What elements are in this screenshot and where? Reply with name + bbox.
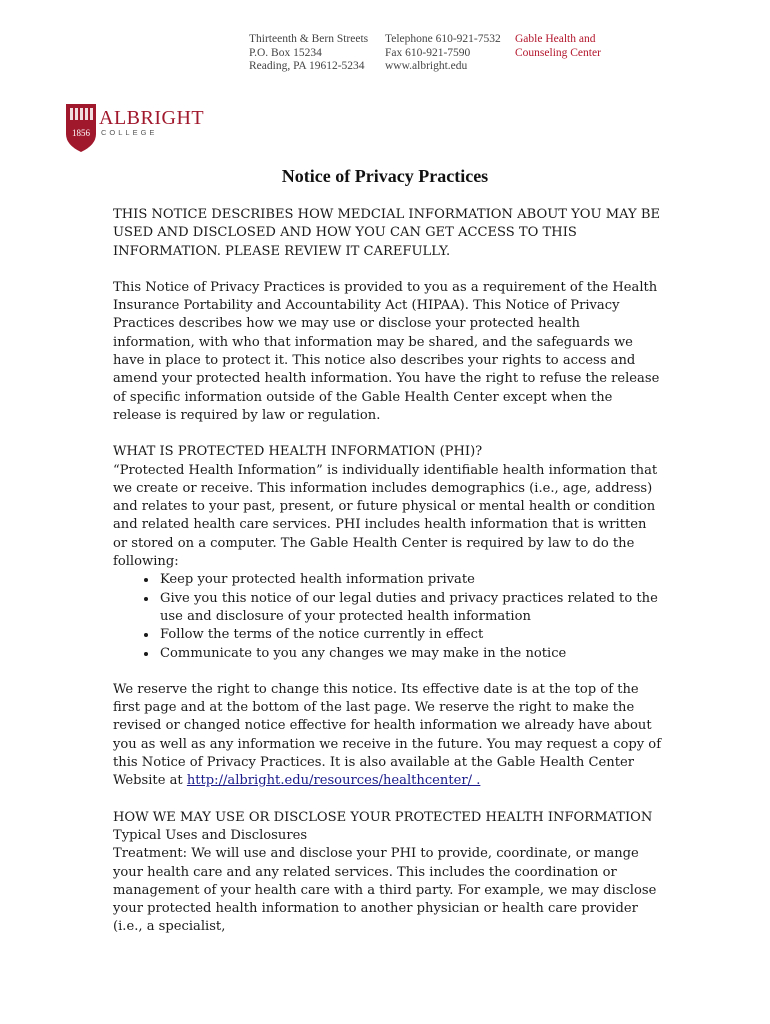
reserve-paragraph bbox=[113, 681, 663, 791]
website-line: www.albright.edu bbox=[385, 60, 468, 72]
fax-line: Fax 610-921-7590 bbox=[385, 46, 471, 59]
document-body bbox=[113, 206, 663, 937]
uses-subheading: Typical Uses and Disclosures bbox=[113, 827, 308, 843]
address-line: Thirteenth & Bern Streets bbox=[249, 33, 369, 45]
contact-block bbox=[385, 33, 501, 74]
list-item: • Keep your protected health information private bbox=[158, 571, 663, 589]
center-name-line: Counseling Center bbox=[515, 46, 601, 59]
treatment-paragraph: Treatment: We will use and disclose your PHI to provide, coordinate, or mange your health care and any related services. This includes the coordination or management of your health care with a third party. For example, we may disclose your protected health information to another physician or health care provider (i.e., a specialist, bbox=[113, 846, 657, 935]
address-line: Reading, PA 19612-5234 bbox=[249, 60, 365, 72]
phi-heading: WHAT IS PROTECTED HEALTH INFORMATION (PHI)? bbox=[113, 444, 483, 460]
list-item: • Give you this notice of our legal duties and privacy practices related to the use and disclosure of your protected health information bbox=[158, 590, 663, 627]
intro-notice: THIS NOTICE DESCRIBES HOW MEDCIAL INFORMATION ABOUT YOU MAY BE USED AND DISCLOSED AND HOW YOU CAN GET ACCESS TO THIS INFORMATION. PLEASE REVIEW IT CAREFULLY. bbox=[113, 207, 661, 259]
list-item: • Follow the terms of the notice currently in effect bbox=[158, 626, 663, 644]
logo-year: 1856 bbox=[72, 128, 90, 138]
phi-duties-list bbox=[113, 571, 663, 662]
reserve-text: We reserve the right to change this notice. Its effective date is at the top of the first page and at the bottom of the last page. We reserve the right to make the revised or changed notice effective for health information we already have about you as well as any information we receive in the future. You may request a copy of this Notice of Privacy Practices. It is also available at the Gable Health Center Website at bbox=[113, 681, 662, 789]
logo-subtitle: COLLEGE bbox=[101, 128, 158, 137]
health-center-website-link[interactable]: http://albright.edu/resources/healthcenter/ . bbox=[186, 773, 481, 789]
intro-paragraph: This Notice of Privacy Practices is provided to you as a requirement of the Health Insurance Portability and Accountability Act (HIPAA). This Notice of Privacy Practices describes how we may use or disclose your protected health information, with who that information may be shared, and the safeguards we have in place to protect it. This notice also describes your rights to access and amend your protected health information. You have the right to refuse the release of specific information outside of the Gable Health Center except when the release is required by law or regulation. bbox=[113, 279, 660, 423]
center-name-line: Gable Health and bbox=[515, 33, 596, 45]
logo-name: ALBRIGHT bbox=[99, 107, 205, 129]
uses-heading: HOW WE MAY USE OR DISCLOSE YOUR PROTECTED HEALTH INFORMATION bbox=[113, 809, 653, 825]
albright-college-logo bbox=[64, 102, 214, 154]
phi-paragraph: “Protected Health Information” is individually identifiable health information that we create or receive. This information includes demographics (i.e., age, address) and relates to your past, present, or future physical or mental health or condition and related health care services. PHI includes health information that is written or stored on a computer. The Gable Health Center is required by law to do the following: bbox=[113, 462, 658, 570]
address-line: P.O. Box 15234 bbox=[249, 46, 322, 59]
page-title: Notice of Privacy Practices bbox=[281, 166, 489, 186]
telephone-line: Telephone 610-921-7532 bbox=[385, 33, 501, 45]
center-name-block bbox=[515, 33, 601, 60]
list-item: • Communicate to you any changes we may make in the notice bbox=[158, 645, 663, 663]
address-block bbox=[249, 33, 368, 74]
